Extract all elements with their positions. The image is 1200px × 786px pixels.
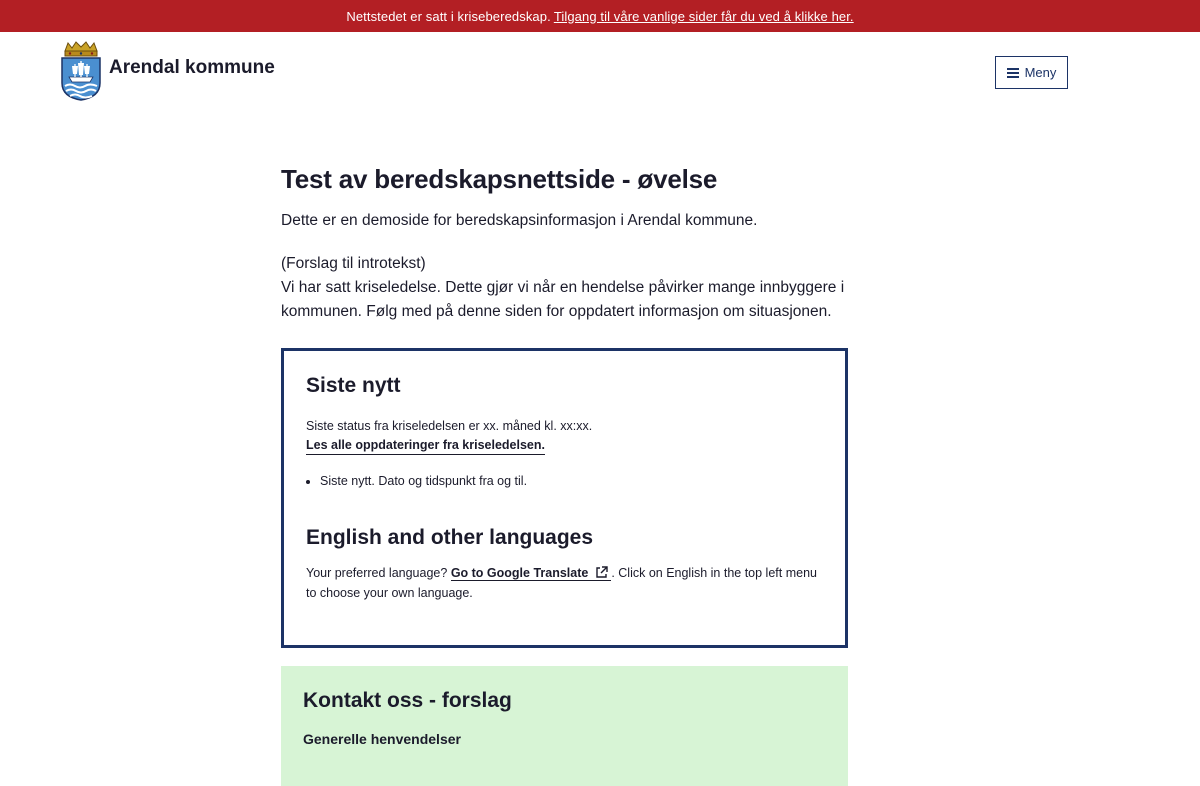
menu-button[interactable] (995, 56, 1068, 89)
coat-of-arms-icon (60, 41, 102, 101)
google-translate-label: Go to Google Translate (450, 565, 589, 580)
contact-heading: Kontakt oss - forslag (303, 689, 512, 713)
home-logo-link[interactable] (60, 41, 275, 101)
menu-label: Meny (1024, 65, 1057, 80)
contact-box (281, 666, 848, 786)
all-updates-link[interactable]: Les alle oppdateringer fra kriseledelsen. (306, 436, 545, 455)
lead-text: Dette er en demoside for beredskapsinformasjon i Arendal kommune. (281, 211, 758, 229)
main-content (281, 163, 848, 786)
languages-suffix: . Click on English in the top left menu to choose your own language. (306, 565, 817, 600)
alert-text: Nettstedet er satt i kriseberedskap. (346, 8, 551, 24)
latest-news-box (281, 348, 848, 648)
languages-heading: English and other languages (306, 526, 594, 550)
external-link-icon (595, 566, 608, 579)
status-text: Siste status fra kriseledelsen er xx. måned kl. xx:xx. (306, 419, 593, 434)
hamburger-icon (1007, 66, 1019, 80)
news-item: • Siste nytt. Dato og tidspunkt fra og til. (320, 471, 823, 491)
contact-subheading: Generelle henvendelser (303, 731, 461, 748)
alert-normal-site-link[interactable]: Tilgang til våre vanlige sider får du ved å klikke her. (553, 8, 854, 24)
intro-text (281, 252, 848, 324)
news-list (306, 471, 823, 491)
google-translate-link[interactable] (451, 566, 612, 581)
site-name: Arendal kommune (109, 57, 275, 78)
intro-label: (Forslag til introtekst) (281, 255, 426, 273)
intro-body: Vi har satt kriseledelse. Dette gjør vi når en hendelse påvirker mange innbyggere i kommunen. Følg med på denne siden for oppdatert informasjon om situasjonen. (281, 279, 845, 321)
site-header (0, 32, 1200, 112)
latest-news-heading: Siste nytt (306, 374, 401, 398)
languages-prefix: Your preferred language? (306, 565, 448, 580)
page-title: Test av beredskapsnettside - øvelse (281, 164, 718, 194)
languages-text (306, 563, 823, 603)
crisis-alert-bar (0, 0, 1200, 32)
